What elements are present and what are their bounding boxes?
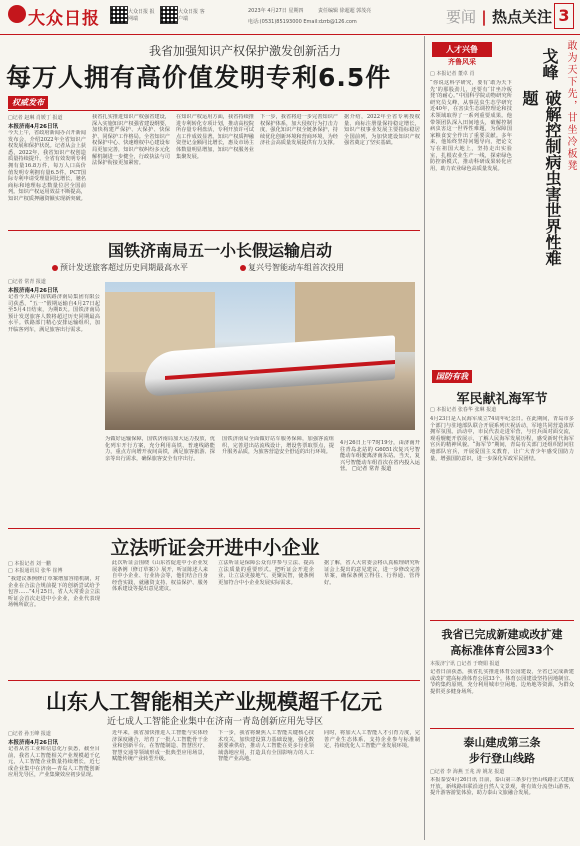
divider [8, 528, 420, 529]
qr-code-icon [110, 6, 128, 24]
article4-body-1: 记者从省工业和信息化厅获悉，截至目前，我省人工智能相关产业规模超千亿元，人工智能企业数量持续增长，近七成企业集中在济南—青岛人工智能创新应用先导区，产业集聚效应初步显现。 [8, 746, 100, 779]
newspaper-name: 大众日报 [28, 9, 100, 29]
article2-body-1: 记者今天从中国铁路济南局集团有限公司获悉，“五一”假期运输自4月27日起至5月4日结束，为期8天。国铁济南局预计发送旅客人数将超过历史同期最高水平。铁路部门精心安排运输组织，加开临客列车，满足旅客出行需求。 [8, 294, 100, 333]
photo-caption: 4月26日上午7时19分，由济南开往青岛北站的 G6051次复兴号智能动车组驶离济南东站。当天，复兴号智能动车组首次在省内投入运营。 □记者 常青 报道 [340, 440, 420, 473]
bullet-icon [240, 265, 246, 271]
right-box3-body: 本报泰安4月26日讯 日前，泰山第三条步行登山线路正式建成开放。新线路串联沿途自然人文景观，将有效分流登山游客，提升游客游览体验，助力泰山文旅融合发展。 [430, 777, 574, 797]
subsection-name: 热点关注 [491, 8, 552, 26]
sidebar-name-title: 戈峰 [540, 48, 559, 80]
sidebar-vertical-quote: 敢为天下先，甘坐冷板凳 [565, 40, 576, 172]
right-box1-headline: 军民献礼海军节 [456, 392, 548, 407]
article1-column-3: 在知识产权运用方面，我省持续推进专利转化专项计划，推动高校院所存量专利盘活，专利开放许可试点工作成效显著。知识产权质押融资登记金额同比增长，惠及市场主体数量明显增加，知识产权服务业集聚发展。 [176, 114, 254, 160]
article2-byline: □记者 常青 报道 [8, 279, 46, 285]
right-box1-byline: □ 本报记者 张春华 张琳 报道 [430, 407, 497, 413]
article1-column-1: 今天上午，省政府新闻办召开新闻发布会，介绍2022年全省知识产权发展和保护状况。记者从会上获悉，2022年，我省知识产权创造质量持续提升，全省有效发明专利拥有量16.8万件，每万人口高价值发明专利拥有量6.5件。PCT国际专利申请受理量同比增长，驰名商标和地理标志数量位居全国前列。知识产权运用效益不断提高，知识产权质押融资额实现新突破。 [8, 130, 86, 202]
qr-code-icon [160, 6, 178, 24]
qr-label-2: 大众日报 客户端 [178, 9, 205, 22]
article2-body-3: 国铁济南局全面做好站车服务保障，加强客流组织，完善进出站流线设计，增设售票取票点，提升服务品质，为旅客营造安全舒适的出行环境。 [222, 436, 334, 456]
newspaper-logo-icon [8, 5, 26, 23]
section-name: 要闻 [446, 8, 477, 26]
column-divider [424, 36, 425, 366]
right-box2-byline: 本报济宁讯 □记者 于晓娟 报道 [430, 661, 500, 667]
article1-column-4: 下一步，我省将进一步完善知识产权保护体系，加大侵权行为打击力度，强化知识产权全链条保护，持续优化创新环境和营商环境，为经济社会高质量发展提供有力支撑。 [260, 114, 338, 147]
divider [8, 680, 420, 681]
right-box2-headline-2: 高标准体育公园33个 [450, 644, 554, 657]
article4-body-3: 下一步，我省将聚焦人工智能关键核心技术攻关，加快建设算力基础设施，强化数据要素供给，推动人工智能在更多行业领域落地应用，打造具有全国影响力的人工智能产业高地。 [218, 730, 314, 763]
article4-byline: □记者 孙玉峰 报道 [8, 731, 51, 737]
article2-subhead-2 [240, 262, 344, 273]
article1-column-2: 我省扎实推进知识产权强省建设，深入实施知识产权强省建设纲要，加快构建严保护、大保护、快保护、同保护工作格局。全省知识产权保护中心、快速维权中心建设布局更加完善，知识产权纠纷多元化解机制进一步健全，行政执法与司法保护衔接更加紧密。 [92, 114, 170, 167]
sidebar-headline: 破解控制病虫害世界性难题 [520, 90, 562, 266]
divider [430, 728, 574, 729]
article2-body-2: 为做好运输保障，国铁济南局加大运力投放，优化列车开行方案，充分利用高铁、普速线路能力，重点方向增开夜间高铁，满足旅客旅游、探亲等出行需求，确保旅客安全有序出行。 [105, 436, 215, 462]
sidebar-badge-line2: 齐鲁风采 [448, 58, 476, 66]
contact-line: 电话:(0531)85193000 Email:dzrb@126.com [248, 19, 357, 25]
bullet-icon [52, 265, 58, 271]
article4-subhead: 近七成人工智能企业集中在济南一青岛创新应用先导区 [106, 717, 323, 727]
article2-subhead-2-text: 复兴号智能动车组首次投用 [248, 263, 344, 272]
column-divider [424, 366, 425, 840]
article1-kicker: 我省加强知识产权保护激发创新活力 [148, 44, 341, 58]
date-line: 2023年 4月27日 星期四 [248, 8, 304, 14]
article2-lead: 本报济南4月26日讯 [8, 288, 58, 294]
article3-byline: □ 本报记者 刘一鹏 □ 本报通讯员 张华 崔博 [8, 561, 63, 574]
article1-lead: 本报济南4月26日讯 [8, 124, 58, 130]
divider [8, 230, 420, 231]
qr-label-1: 大众日报 报网端 [128, 9, 155, 22]
masthead [0, 0, 580, 35]
article3-body-3: 立法听证是保障公众有序参与立法、提高立法质量的重要形式。把听证会开进企业，让立法更接地气、更聚民智，使条例更加符合中小企业发展实际需求。 [218, 560, 314, 586]
section-title: 要闻 | 热点关注 [446, 8, 552, 26]
divider [430, 620, 574, 621]
right-box3-byline: □记者 李 海燕 王兆 涛 姚龙 报道 [430, 769, 505, 775]
right-box1-body: 4月23日是人民海军成立74周年纪念日。在此期间，青岛市多个部门与驻地部队联合开展系列庆祝活动，军地共同营造浓厚拥军氛围。活动中，市民代表走进军营，与官兵面对面交流，观看舰艇开放展示，了解人民海军发展历程，感受新时代海军官兵的精神风貌。“海军节”期间，青岛有关部门还组织慰问驻地部队官兵，开展爱国主义教育，让广大青少年感受国防力量，增强国防意识，进一步深化军政军民团结。 [430, 416, 574, 462]
train-photo [105, 282, 415, 430]
right-box3-headline-2: 步行登山线路 [469, 752, 535, 765]
divider [8, 110, 420, 111]
article4-body-2: 近年来，我省加快推进人工智能与实体经济深度融合，培育了一批人工智能骨干企业和创新平台，在智能制造、智慧医疗、智慧交通等领域形成一批典型应用场景，赋能传统产业转型升级。 [112, 730, 208, 763]
article2-headline: 国铁济南局五一小长假运输启动 [107, 241, 332, 260]
sidebar-byline: □ 本报记者 董卓 肖 [430, 71, 475, 77]
page-number: 3 [554, 3, 574, 29]
article4-lead: 本报济南4月26日讯 [8, 740, 58, 746]
article1-column-5: 据介绍，2022年全省专利授权量、商标注册量保持稳定增长，知识产权事业发展主要指标稳居全国前列，为加快建设知识产权强省奠定了坚实基础。 [344, 114, 420, 147]
article1-byline: □记者 赵琳 肖媛丁 报道 [8, 115, 63, 121]
article4-body-4: 同时，将加大人工智能人才引育力度，完善产业生态体系，支持企业参与标准制定，持续优化人工智能产业发展环境。 [324, 730, 420, 750]
article3-body-1: “我建议条例修订草案增加容错机制，对企业在合法合规前提下的创新尝试给予包容……”4月25日，省人大常委会立法听证会首次走进中小企业，企业代表现场畅所欲言。 [8, 576, 100, 609]
right-box2-headline-1: 我省已完成新建或改扩建 [441, 628, 563, 641]
article2-subhead-1-text: 预计发送旅客超过历史同期最高水平 [60, 263, 188, 272]
editors: 责任编辑 徐超超 郭茂亮 [318, 8, 372, 14]
right-box1-header: 国防有我 [432, 370, 472, 383]
right-box3-headline-1: 泰山建成第三条 [463, 736, 541, 749]
sidebar-badge [432, 42, 492, 67]
sidebar-badge-line1: 人才兴鲁 [432, 42, 492, 57]
article2-subhead-1 [52, 262, 188, 273]
article1-tag: 权威发布 [8, 96, 48, 109]
article1-headline: 每万人拥有高价值发明专利6.5件 [6, 63, 392, 92]
article3-headline: 立法听证会开进中小企业 [110, 537, 320, 559]
right-box2-body: 记者日前获悉，我省扎实推进体育公园建设，全省已完成新建或改扩建高标准体育公园33个。体育公园建设坚持因地制宜、节约集约原则，充分利用城市空闲地、边角地等资源，为群众提供更多健身场所。 [430, 669, 574, 695]
article4-headline: 山东人工智能相关产业规模超千亿元 [46, 690, 382, 714]
article3-body-2: 此次听证会围绕《山东省促进中小企业发展条例（修订草案）》展开，听证陈述人来自中小企业、行业协会等，他们结合自身经营实践，就融资支持、权益保护、服务体系建设等提出意见建议。 [112, 560, 208, 593]
article3-body-4: 据了解，省人大常委会将认真梳理研究听证会上提出的意见建议，进一步修改完善草案，确保条例立得住、行得通、管得好。 [324, 560, 420, 586]
sidebar-body: “你说这科学研究，要有‘敢为天下先’的那股劲儿，还要有‘甘坐冷板凳’的耐心。”中国科学院动物研究所研究员戈峰，从事昆虫生态学研究近40年，在害虫生态调控理论和技术领域取得了一系列重要成果。他带领团队深入田间地头，破解控制病虫害这一世界性难题，为保障国家粮食安全作出了重要贡献。多年来，他始终坚持问题导向，把论文写在祖国大地上，坚持走出实验室，扎根农业生产一线，探索绿色防控新模式，推动科研成果转化应用，助力农业绿色高质量发展。 [430, 80, 512, 172]
